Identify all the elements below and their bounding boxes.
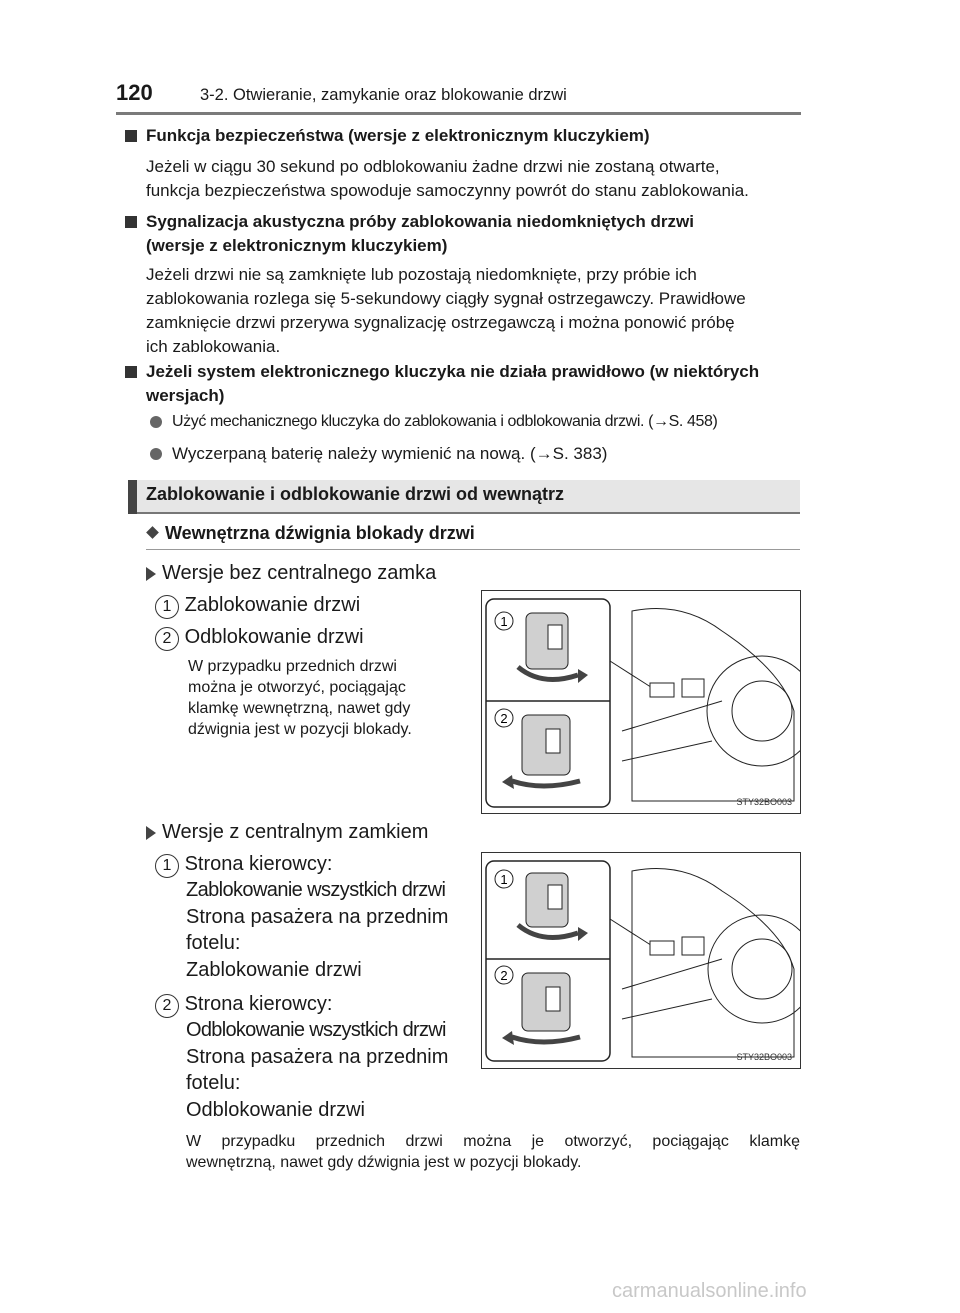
list-item-line: Odblokowanie wszystkich drzwi [186,1019,446,1041]
paragraph-line: zablokowania rozlega się 5-sekundowy ciągły sygnał ostrzegawczy. Prawidłowe [146,289,746,308]
chapter-title: 3-2. Otwieranie, zamykanie oraz blokowanie drzwi [200,86,567,104]
section-bar [128,480,800,514]
paragraph-line: Jeżeli w ciągu 30 sekund po odblokowaniu żadne drzwi nie zostaną otwarte, [146,157,720,176]
note-text [186,1131,800,1173]
list-item-line: fotelu: [186,1072,241,1094]
heading-safety-function: Funkcja bezpieczeństwa (wersje z elektronicznym kluczykiem) [146,126,650,145]
list-item-line: Zablokowanie drzwi [186,959,362,981]
list-item [155,591,360,619]
header-rule [116,112,801,115]
watermark: carmanualsonline.info [612,1280,807,1302]
door-lock-figure [481,590,801,814]
number-circle-icon: 2 [155,994,179,1018]
round-bullet-icon [150,447,162,465]
list-item-line: fotelu: [186,932,241,954]
note-text [188,656,462,740]
note-line: dźwignia jest w pozycji blokady. [188,721,412,738]
heading-electronic-key: Jeżeli system elektronicznego kluczyka nie działa prawidłowo (w niektórych [146,362,760,381]
variant-title-text: Wersje z centralnym zamkiem [162,821,429,843]
paragraph-line: zamknięcie drzwi przerywa sygnalizację ostrzegawczą i można ponowić próbę [146,313,735,332]
paragraph-line: funkcja bezpieczeństwa spowoduje samoczynny powrót do stanu zablokowania. [146,181,749,200]
figure-code: STY32BO003 [736,1052,792,1062]
door-lock-figure-central [481,852,801,1069]
subsection-title [146,523,475,544]
heading-acoustic-signal: Sygnalizacja akustyczna próby zablokowania niedomkniętych drzwi [146,212,694,231]
square-bullet-icon [125,365,137,383]
section-bar-marker [128,480,137,514]
svg-text:1: 1 [500,614,508,629]
list-item-label: Zablokowanie drzwi [184,594,361,616]
list-item-line: Odblokowanie drzwi [186,1099,365,1121]
bullet-text: Wyczerpaną baterię należy wymienić na nową. (→S. 383) [172,444,608,463]
bullet-text: Użyć mechanicznego kluczyka do zablokowania i odblokowania drzwi. (→S. 458) [172,413,718,430]
list-item-label: Strona kierowcy: [184,853,333,875]
triangle-bullet-icon [146,567,156,581]
svg-text:2: 2 [500,968,508,983]
square-bullet-icon [125,215,137,233]
list-item-line: Zablokowanie wszystkich drzwi [186,879,446,901]
list-item-line: Strona pasażera na przednim [186,906,449,928]
svg-text:2: 2 [500,711,508,726]
square-bullet-icon [125,129,137,147]
list-item-label: Odblokowanie drzwi [184,626,364,648]
door-lever-illustration [482,853,800,1068]
paragraph-line: Jeżeli drzwi nie są zamknięte lub pozostają niedomknięte, przy próbie ich [146,265,697,284]
section-bar-title: Zablokowanie i odblokowanie drzwi od wewnątrz [146,484,565,504]
variant-title [146,559,436,587]
subsection-title-text: Wewnętrzna dźwignia blokady drzwi [165,523,475,543]
list-item-line: Strona pasażera na przednim [186,1046,449,1068]
paragraph-line: ich zablokowania. [146,337,281,356]
variant-title-text: Wersje bez centralnego zamka [162,562,437,584]
triangle-bullet-icon [146,826,156,840]
note-line: można je otworzyć, pociągając [188,679,406,696]
heading-acoustic-signal-line2: (wersje z elektronicznym kluczykiem) [146,236,448,255]
number-circle-icon: 1 [155,595,179,619]
list-item-label: Strona kierowcy: [184,993,333,1015]
note-line: klamkę wewnętrzną, nawet gdy [188,700,411,717]
note-line: W przypadku przednich drzwi można je otworzyć, pociągając klamkę [186,1133,800,1150]
subsection-rule [146,549,800,550]
number-circle-icon: 2 [155,627,179,651]
svg-text:1: 1 [500,872,508,887]
list-item [155,850,332,878]
variant-title [146,818,428,846]
heading-electronic-key-line2: wersjach) [146,386,225,405]
list-item [155,990,332,1018]
number-circle-icon: 1 [155,854,179,878]
note-line: wewnętrzną, nawet gdy dźwignia jest w pozycji blokady. [186,1154,582,1171]
round-bullet-icon [150,415,162,433]
list-item [155,623,364,651]
figure-code: STY32BO003 [736,797,792,807]
diamond-icon [146,526,159,539]
note-line: W przypadku przednich drzwi [188,658,397,675]
door-lever-illustration [482,591,800,813]
page-number: 120 [116,80,153,105]
